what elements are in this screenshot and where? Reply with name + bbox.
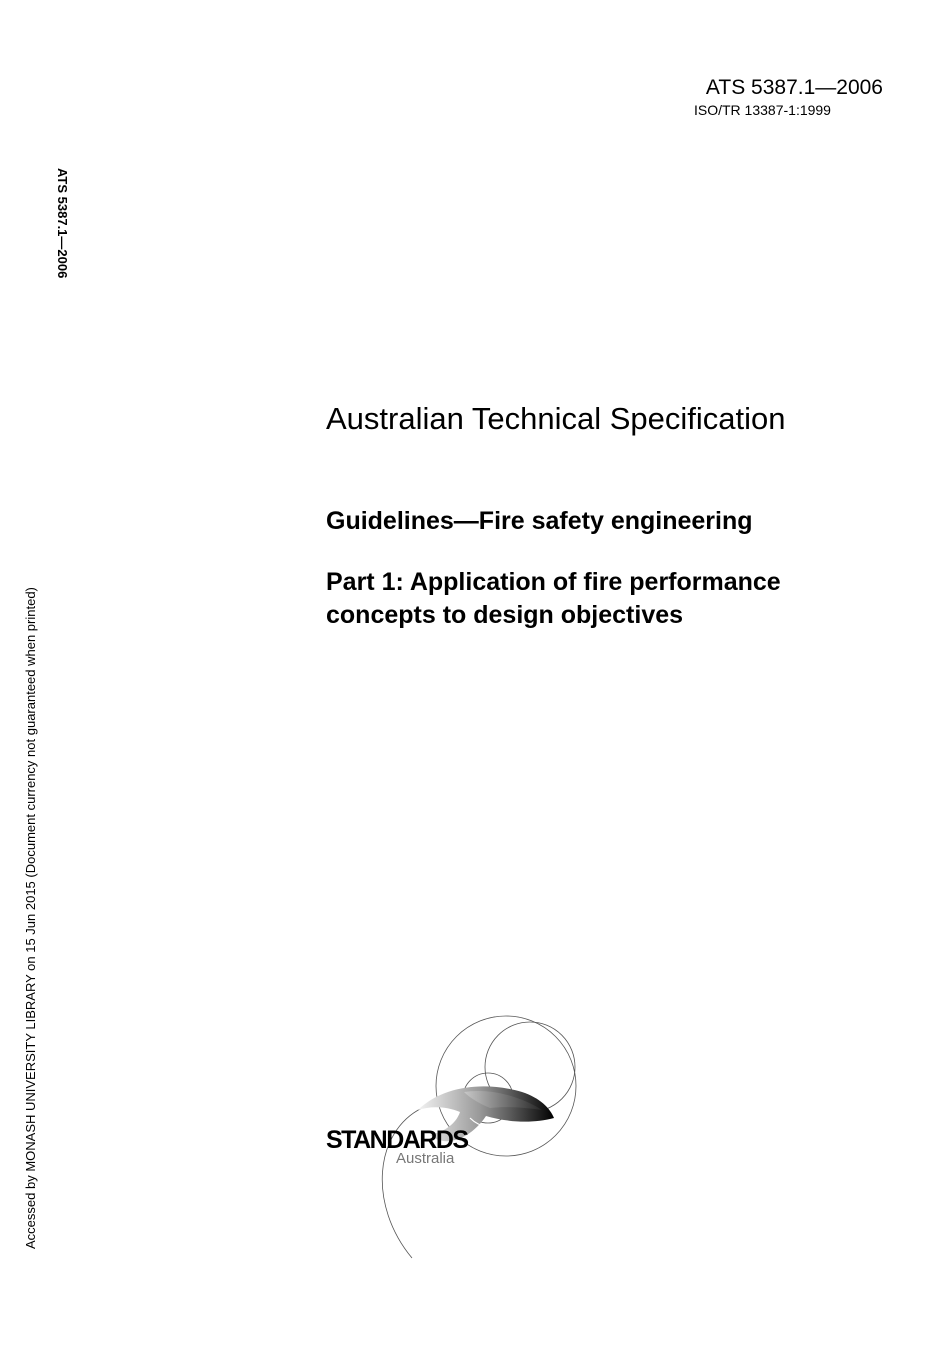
subtitle-line-2: concepts to design objectives xyxy=(326,601,684,629)
spine-label: ATS 5387.1—2006 xyxy=(55,168,70,279)
logo-subtext: Australia xyxy=(396,1150,455,1167)
iso-reference: ISO/TR 13387-1:1999 xyxy=(694,102,831,118)
document-title: Guidelines—Fire safety engineering xyxy=(326,507,753,535)
access-note: Accessed by MONASH UNIVERSITY LIBRARY on 15 Jun 2015 (Document currency not guaranteed when printed) xyxy=(23,587,38,1249)
logo-wordmark: STANDARDS xyxy=(326,1126,468,1154)
standards-australia-logo xyxy=(310,1000,590,1270)
subtitle-line-1: Part 1: Application of fire performance xyxy=(326,568,781,596)
document-type: Australian Technical Specification xyxy=(326,401,786,436)
document-subtitle xyxy=(326,566,906,632)
standard-number: ATS 5387.1—2006 xyxy=(705,76,883,99)
